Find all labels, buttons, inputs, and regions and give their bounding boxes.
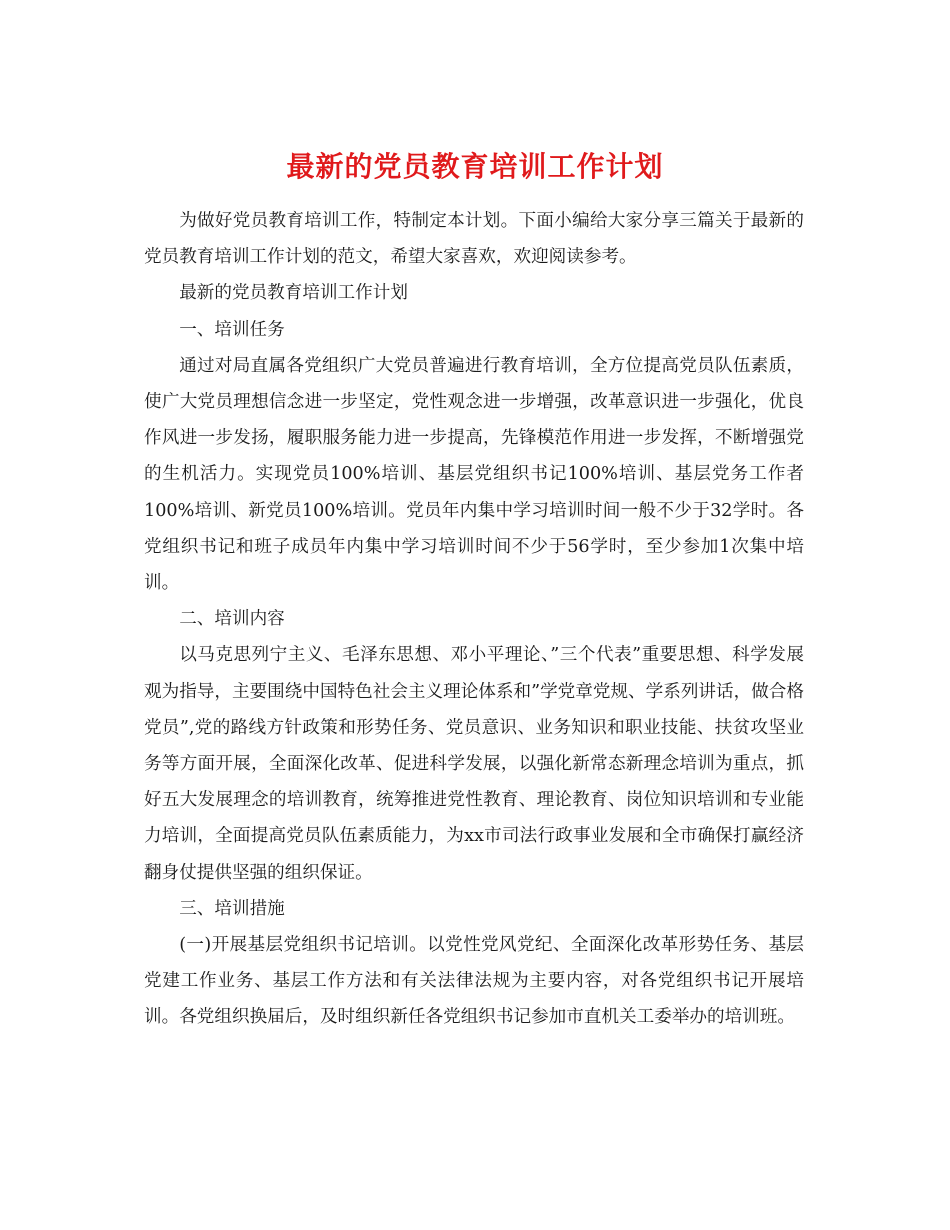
paragraph-intro: 为做好党员教育培训工作，特制定本计划。下面小编给大家分享三篇关于最新的党员教育培训工作计划的范文，希望大家喜欢，欢迎阅读参考。 (144, 211, 804, 268)
document-body (144, 203, 804, 1036)
paragraph-subtitle: 最新的党员教育培训工作计划 (179, 283, 408, 304)
paragraph-training-tasks: 通过对局直属各党组织广大党员普遍进行教育培训，全方位提高党员队伍素质，使广大党员理想信念进一步坚定，党性观念进一步增强，改革意识进一步强化，优良作风进一步发扬，履职服务能力进一步提高，先锋模范作用进一步发挥，不断增强党的生机活力。实现党员100%培训、基层党组织书记100%培训、基层党务工作者100%培训、新党员100%培训。党员年内集中学习培训时间一般不少于32学时。各党组织书记和班子成员年内集中学习培训时间不少于56学时，至少参加1次集中培训。 (144, 355, 804, 594)
document-title: 最新的党员教育培训工作计划 (286, 149, 664, 183)
paragraph-training-content: 以马克思列宁主义、毛泽东思想、邓小平理论、”三个代表”重要思想、科学发展观为指导，主要围绕中国特色社会主义理论体系和”学党章党规、学系列讲话，做合格党员”,党的路线方针政策和形势任务、党员意识、业务知识和职业技能、扶贫攻坚业务等方面开展，全面深化改革、促进科学发展，以强化新常态新理念培训为重点，抓好五大发展理念的培训教育，统筹推进党性教育、理论教育、岗位知识培训和专业能力培训，全面提高党员队伍素质能力，为xx市司法行政事业发展和全市确保打赢经济翻身仗提供坚强的组织保证。 (144, 645, 804, 883)
section-heading-training-tasks: 一、培训任务 (179, 319, 285, 340)
paragraph-training-measures-1: (一)开展基层党组织书记培训。以党性党风党纪、全面深化改革形势任务、基层党建工作业务、基层工作方法和有关法律法规为主要内容，对各党组织书记开展培训。各党组织换届后，及时组织新任各党组织书记参加市直机关工委举办的培训班。 (144, 935, 804, 1028)
section-heading-training-content: 二、培训内容 (179, 609, 285, 630)
section-heading-training-measures: 三、培训措施 (179, 898, 285, 919)
